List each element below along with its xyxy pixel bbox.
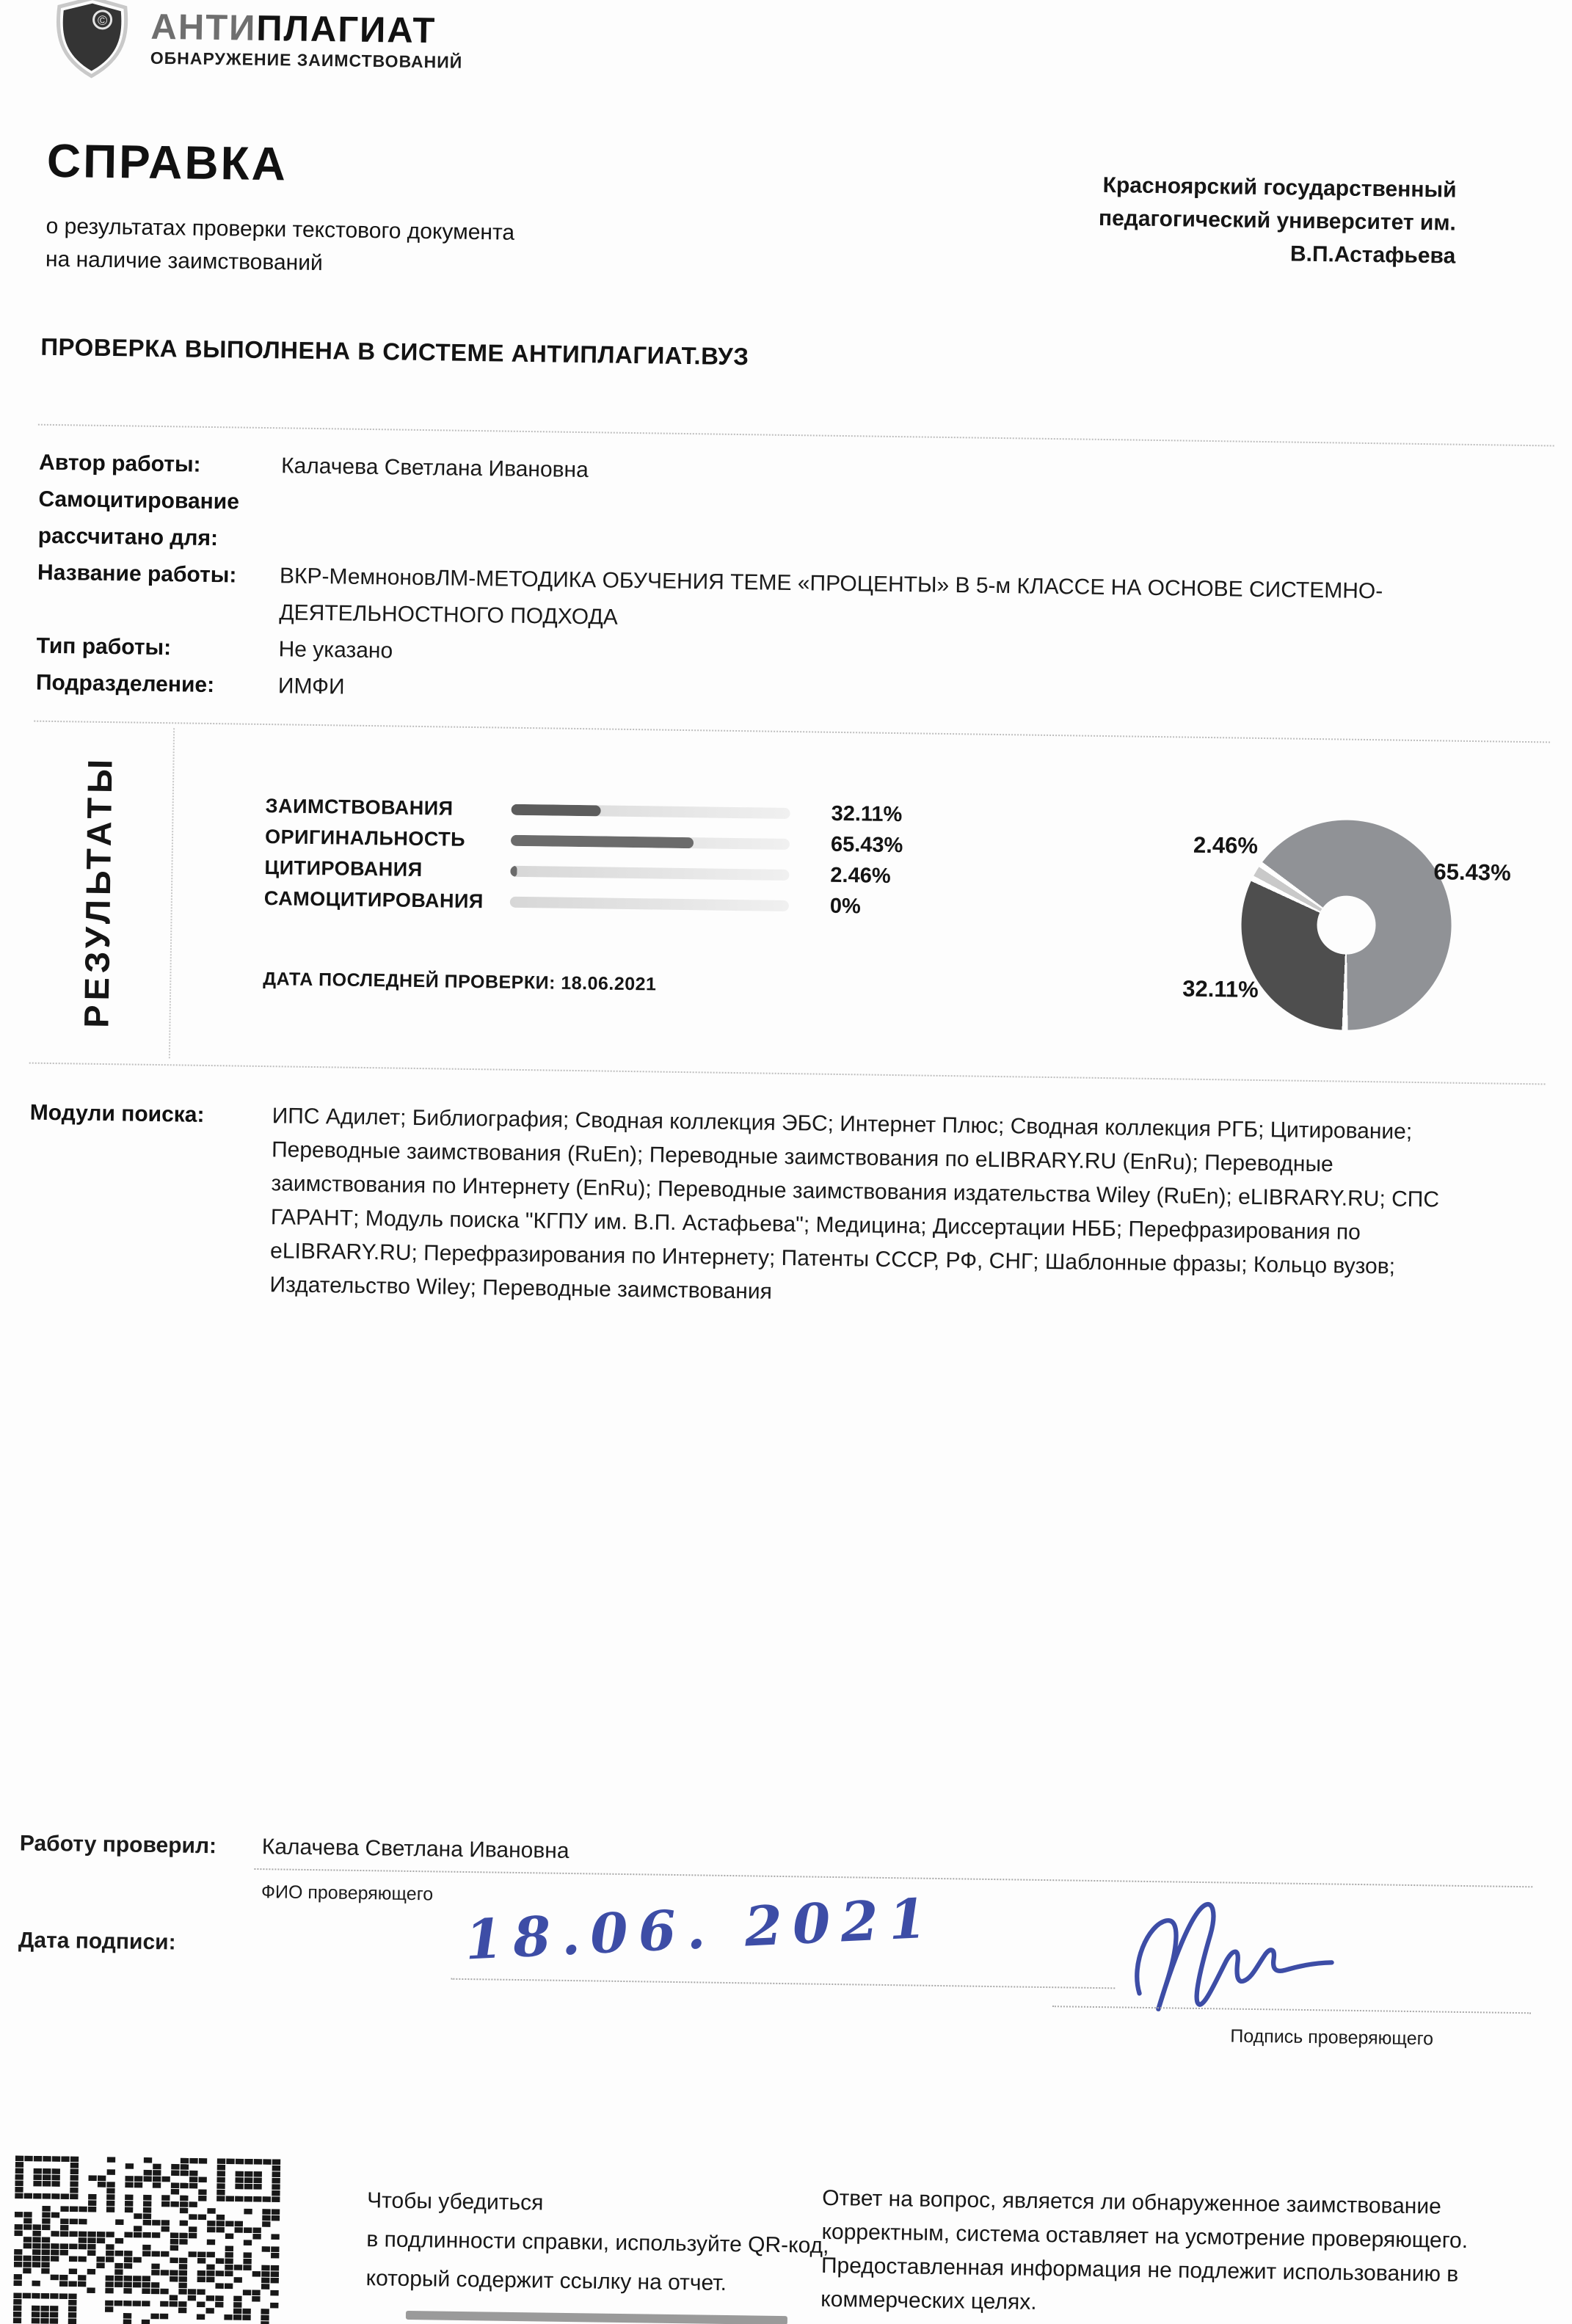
shield-icon xyxy=(53,0,131,79)
reviewer-name-caption: ФИО проверяющего xyxy=(261,1882,434,1905)
legal-note: Ответ на вопрос, является ли обнаруженное заимствование корректным, система оставляет на усмотрение проверяющего. Предоставленная информация не подлежит использованию в коммерческих целях. xyxy=(820,2185,1469,2314)
metric-row-originality: ОРИГИНАЛЬНОСТЬ 65.43% xyxy=(264,825,903,857)
donut-label-citations: 2.46% xyxy=(1193,831,1259,859)
checked-by-row xyxy=(20,1828,570,1868)
date-line xyxy=(451,1978,1115,1989)
signature-line xyxy=(254,1868,1532,1887)
copyright-glyph: © xyxy=(97,12,108,28)
university-name: Красноярский государственный педагогический университет им. В.П.Астафьева xyxy=(1098,172,1457,269)
page-title: СПРАВКА xyxy=(46,134,288,191)
metric-bar-fill xyxy=(510,865,517,876)
metric-bar xyxy=(510,896,789,911)
metric-row-selfcitations: САМОЦИТИРОВАНИЯ 0% xyxy=(263,886,861,918)
last-check-date: ДАТА ПОСЛЕДНЕЙ ПРОВЕРКИ: 18.06.2021 xyxy=(263,969,657,995)
checked-by-label: Работу проверил: xyxy=(19,1831,217,1859)
search-modules xyxy=(27,1096,1505,1319)
scan-edge-artifact xyxy=(406,2311,787,2324)
qr-code xyxy=(12,2155,281,2324)
field-label-title: Название работы: xyxy=(37,560,237,588)
metric-bar-fill xyxy=(511,834,694,848)
qr-note: Чтобы убедиться в подлинности справки, используйте QR-код, который содержит ссылку на отчет. xyxy=(365,2188,829,2296)
donut-hole xyxy=(1317,895,1376,955)
results-metrics xyxy=(264,790,904,922)
field-value-author: Калачева Светлана Ивановна xyxy=(280,453,589,483)
page-subtitle: о результатах проверки текстового документа на наличие заимствований xyxy=(45,214,515,276)
sign-date-label: Дата подписи: xyxy=(18,1928,176,1955)
metric-row-borrowings: ЗАИМСТВОВАНИЯ 32.11% xyxy=(265,794,903,826)
field-value-department: ИМФИ xyxy=(277,674,345,699)
brand-name: АНТИПЛАГИАТ xyxy=(150,7,437,51)
separator xyxy=(34,721,1550,743)
metric-bar xyxy=(511,834,790,849)
donut-chart xyxy=(1240,819,1453,1032)
separator xyxy=(29,1063,1546,1085)
modules-label: Модули поиска: xyxy=(29,1100,205,1127)
field-label-author: Автор работы: xyxy=(38,450,201,477)
field-label-department: Подразделение: xyxy=(35,670,215,698)
metric-row-citations: ЦИТИРОВАНИЯ 2.46% xyxy=(264,856,891,888)
checked-by-value: Калачева Светлана Ивановна xyxy=(261,1835,570,1863)
metric-bar xyxy=(510,865,789,880)
handwritten-signature xyxy=(1121,1888,1344,2039)
separator xyxy=(38,424,1554,447)
document-fields xyxy=(36,445,1515,722)
system-note: ПРОВЕРКА ВЫПОЛНЕНА В СИСТЕМЕ АНТИПЛАГИАТ.ВУЗ xyxy=(40,332,749,371)
signature-caption: Подпись проверяющего xyxy=(1230,2025,1434,2050)
handwritten-date: 18.06. 2021 xyxy=(463,1887,939,1973)
modules-list: ИПС Адилет; Библиография; Сводная коллекция ЭБС; Интернет Плюс; Сводная коллекция РГБ; Цитирование; Переводные заимствования (RuEn); Переводные заимствования по eLIBRARY.RU (EnRu); Переводные заимствования по Интернету (EnRu); Переводные заимствования издательства Wiley (RuEn); eLIBRARY.RU; СПС ГАРАНТ; Модуль поиска "КГПУ им. В.П. Астафьева"; Медицина; Диссертации НББ; Перефразирования по eLIBRARY.RU; Перефразирования по Интернету; Патенты СССР, РФ, СНГ; Шаблонные фразы; Кольцо вузов; Издательство Wiley; Переводные заимствования xyxy=(269,1104,1440,1304)
results-divider xyxy=(169,728,175,1058)
brand-text xyxy=(150,8,464,73)
brand-tagline: ОБНАРУЖЕНИЕ ЗАИМСТВОВАНИЙ xyxy=(150,48,463,72)
donut-label-borrowings: 32.11% xyxy=(1182,975,1259,1002)
metric-bar-fill xyxy=(512,804,601,816)
metric-bar xyxy=(512,804,790,818)
results-section-label: РЕЗУЛЬТАТЫ xyxy=(76,754,120,1029)
field-label-worktype: Тип работы: xyxy=(36,633,172,660)
field-value-worktype: Не указано xyxy=(278,637,393,663)
donut-label-originality: 65.43% xyxy=(1433,859,1511,886)
field-value-title: ВКР-МемноновЛМ-МЕТОДИКА ОБУЧЕНИЯ ТЕМЕ «ПРОЦЕНТЫ» В 5-м КЛАССЕ НА ОСНОВЕ СИСТЕМНО-ДЕЯТЕЛЬНОСТНОГО ПОДХОДА xyxy=(279,564,1383,630)
field-label-selfcite: Самоцитирование рассчитано для: xyxy=(37,487,240,551)
brand-logo xyxy=(53,0,463,84)
